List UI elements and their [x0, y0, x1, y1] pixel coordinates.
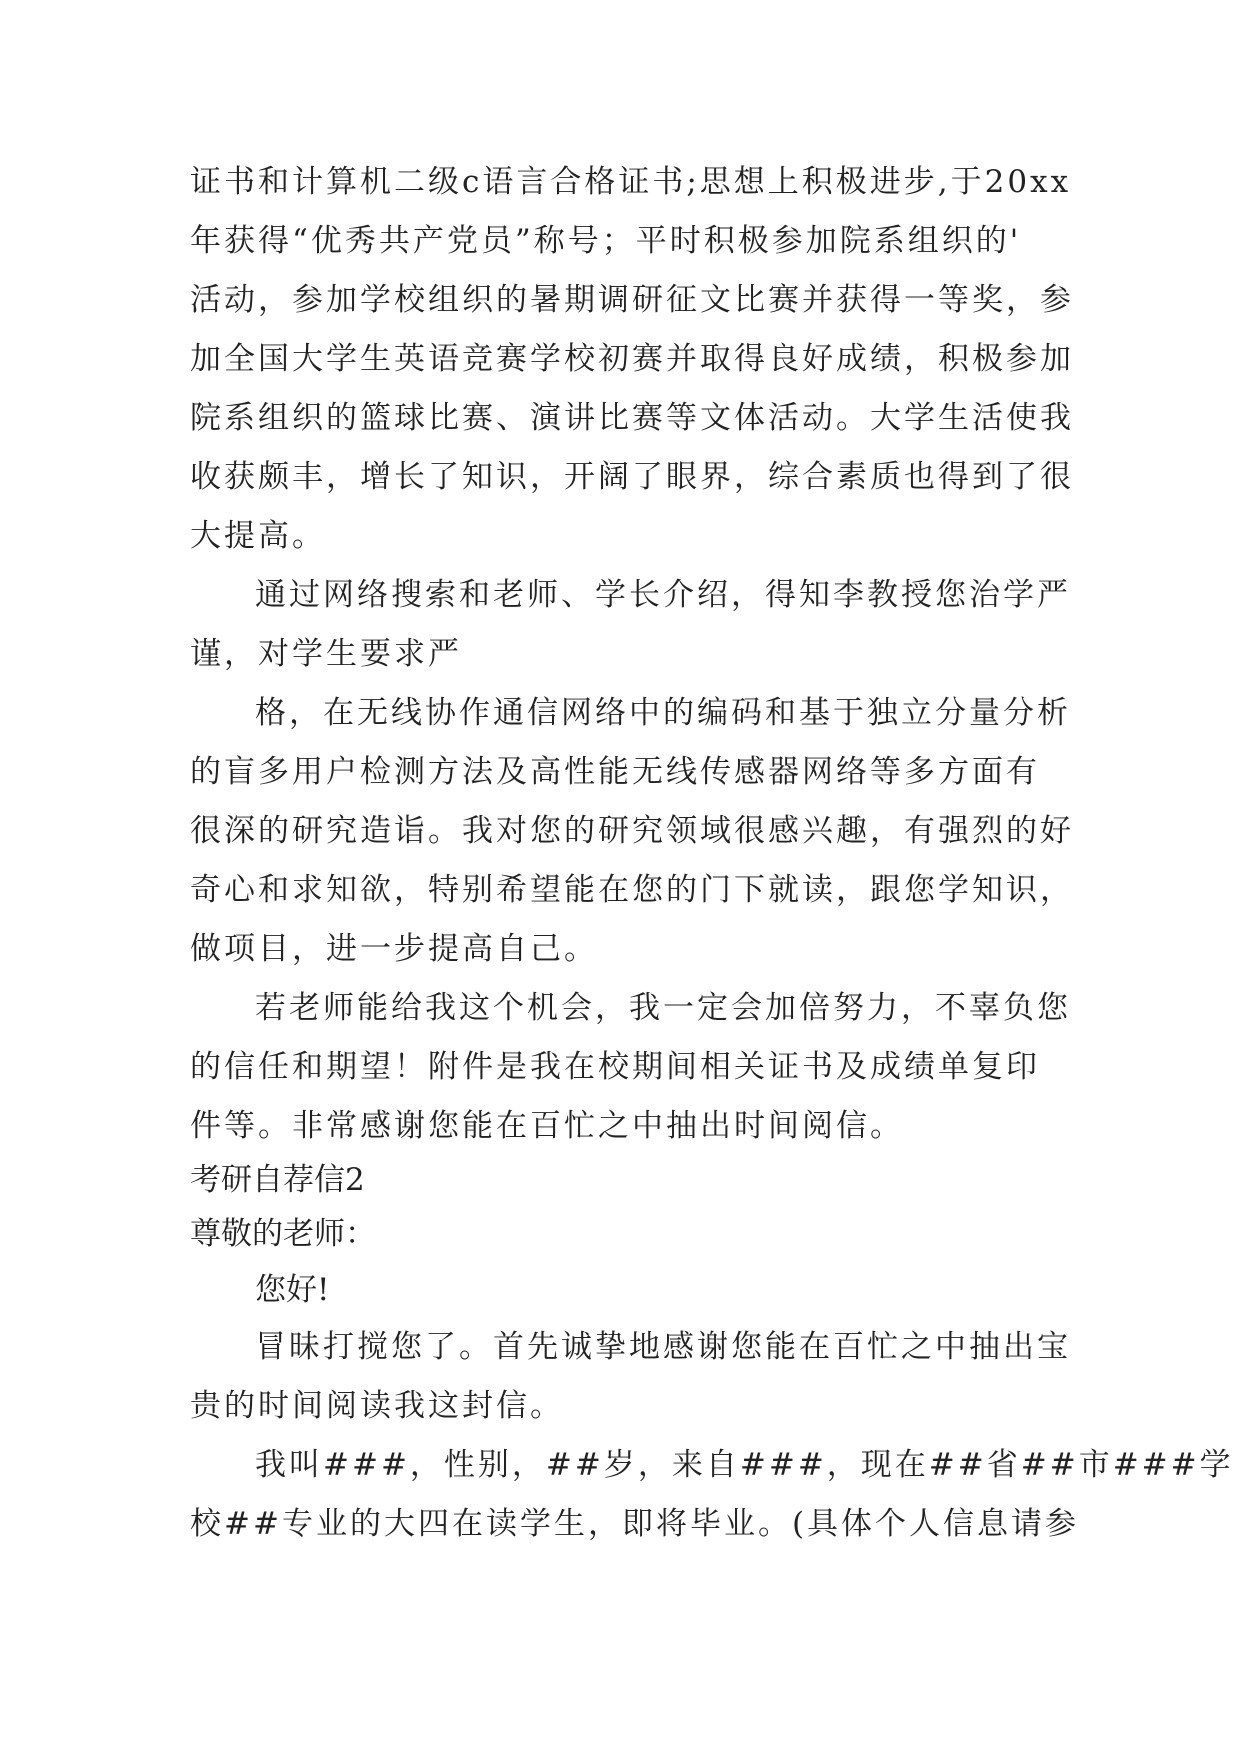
body-line: 贵的时间阅读我这封信。 [190, 1388, 564, 1424]
body-line: 校##专业的大四在读学生，即将毕业。(具体个人信息请参 [190, 1506, 1080, 1542]
paragraph-start: 冒昧打搅您了。首先诚挚地感谢您能在百忙之中抽出宝 [255, 1329, 1071, 1365]
paragraph-start: 通过网络搜索和老师、学长介绍，得知李教授您治学严 [255, 577, 1071, 613]
body-line: 收获颇丰，增长了知识，开阔了眼界，综合素质也得到了很 [190, 459, 1074, 495]
body-line: 的盲多用户检测方法及高性能无线传感器网络等多方面有 [190, 754, 1040, 790]
body-line: 很深的研究造诣。我对您的研究领域很感兴趣，有强烈的好 [190, 813, 1074, 849]
body-line: 的信任和期望！附件是我在校期间相关证书及成绩单复印 [190, 1049, 1040, 1085]
body-line: 院系组织的篮球比赛、演讲比赛等文体活动。大学生活使我 [190, 400, 1074, 436]
paragraph-start: 我叫###，性别，##岁，来自###，现在##省##市###学 [255, 1447, 1234, 1483]
body-line: 活动，参加学校组织的暑期调研征文比赛并获得一等奖，参 [190, 282, 1074, 318]
paragraph-start: 若老师能给我这个机会，我一定会加倍努力，不辜负您 [255, 990, 1071, 1026]
body-line: 奇心和求知欲，特别希望能在您的门下就读，跟您学知识， [190, 872, 1074, 908]
salutation: 尊敬的老师： [190, 1216, 376, 1252]
body-line: 做项目，进一步提高自己。 [190, 931, 598, 967]
section-heading: 考研自荐信2 [190, 1162, 365, 1198]
body-line: 证书和计算机二级c语言合格证书;思想上积极进步,于20xx [190, 164, 1072, 200]
body-line: 年获得“优秀共产党员”称号；平时积极参加院系组织的' [190, 223, 1022, 259]
greeting: 您好! [255, 1272, 330, 1308]
body-line: 大提高。 [190, 518, 326, 554]
body-line: 谨，对学生要求严 [190, 636, 462, 672]
body-line: 加全国大学生英语竞赛学校初赛并取得良好成绩，积极参加 [190, 341, 1074, 377]
paragraph-start: 格，在无线协作通信网络中的编码和基于独立分量分析 [255, 695, 1071, 731]
body-line: 件等。非常感谢您能在百忙之中抽出时间阅信。 [190, 1108, 904, 1144]
